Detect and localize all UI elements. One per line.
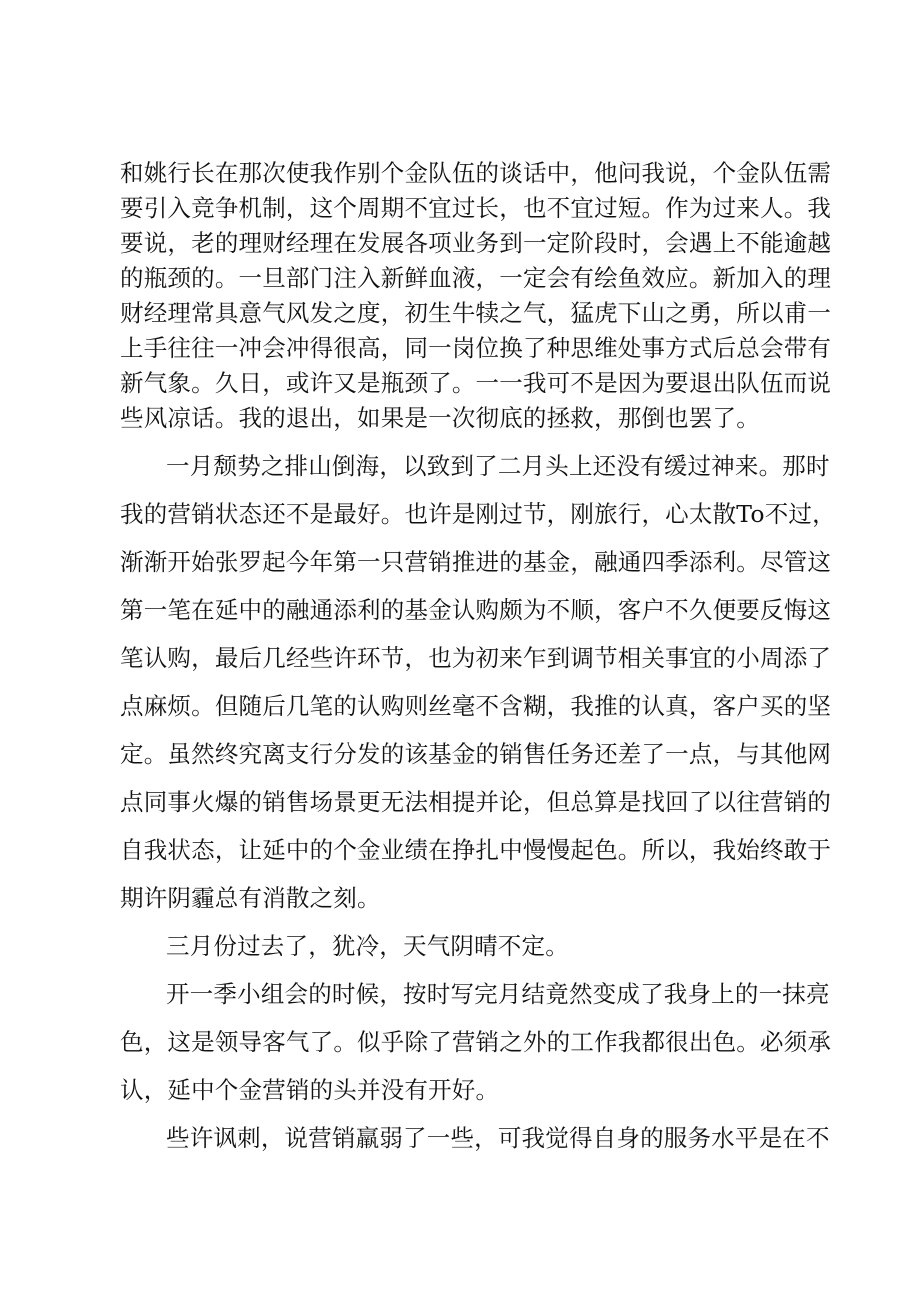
text-line: 我 的 营 销 状 态 还 不 是 最 好 。 也 许 是 刚 过 节 ， 刚 旅 行 ， 心 太 散 To 不 过 ，	[120, 500, 836, 528]
text-line: 认，延中个金营销的头并没有开好。	[120, 1076, 500, 1104]
text-line: 渐 渐 开 始 张 罗 起 今 年 第 一 只 营 销 推 进 的 基 金 ， 融 通 四 季 添 利 。 尽 管 这	[120, 548, 832, 576]
text-line: 色 ， 这 是 领 导 客 气 了 。 似 乎 除 了 营 销 之 外 的 工 作 我 都 很 出 色 。 必 须 承	[120, 1028, 832, 1056]
text-line: 财 经 理 常 具 意 气 风 发 之 度 ， 初 生 牛 犊 之 气 ， 猛 虎 下 山 之 勇 ， 所 以 甫 一	[120, 299, 832, 327]
text-line: 笔 认 购 ， 最 后 几 经 些 许 环 节 ， 也 为 初 来 乍 到 调 节 相 关 事 宜 的 小 周 添 了	[120, 644, 832, 672]
text-line: 一 月 颓 势 之 排 山 倒 海 ， 以 致 到 了 二 月 头 上 还 没 有 缓 过 神 来 。 那 时	[166, 452, 830, 480]
text-line: 期许阴霾总有消散之刻。	[120, 884, 381, 912]
text-line: 定 。 虽 然 终 究 离 支 行 分 发 的 该 基 金 的 销 售 任 务 还 差 了 一 点 ， 与 其 他 网	[120, 740, 832, 768]
text-line: 的 瓶 颈 的 。 一 旦 部 门 注 入 新 鲜 血 液 ， 一 定 会 有 绘 鱼 效 应 。 新 加 入 的 理	[120, 264, 832, 292]
text-line: 新 气 象 。 久 日 ， 或 许 又 是 瓶 颈 了 。 一 一 我 可 不 是 因 为 要 退 出 队 伍 而 说	[120, 369, 832, 397]
text-line: 点 麻 烦 。 但 随 后 几 笔 的 认 购 则 丝 毫 不 含 糊 ， 我 推 的 认 真 ， 客 户 买 的 坚	[120, 692, 832, 720]
text-line: 第 一 笔 在 延 中 的 融 通 添 利 的 基 金 认 购 颇 为 不 顺 ， 客 户 不 久 便 要 反 悔 这	[120, 596, 832, 624]
text-line: 些风凉话。我的退出，如果是一次彻底的拯救，那倒也罢了。	[120, 404, 760, 432]
text-line: 要 引 入 竞 争 机 制 ， 这 个 周 期 不 宜 过 长 ， 也 不 宜 过 短 。 作 为 过 来 人 。 我	[120, 194, 832, 222]
text-line: 开 一 季 小 组 会 的 时 候 ， 按 时 写 完 月 结 竟 然 变 成 了 我 身 上 的 一 抹 亮	[166, 980, 830, 1008]
text-line: 自 我 状 态 ， 让 延 中 的 个 金 业 绩 在 挣 扎 中 慢 慢 起 色 。 所 以 ， 我 始 终 敢 于	[120, 836, 832, 864]
text-line: 和 姚 行 长 在 那 次 使 我 作 别 个 金 队 伍 的 谈 话 中 ， 他 问 我 说 ， 个 金 队 伍 需	[120, 159, 832, 187]
text-line: 三月份过去了，犹冷，天气阴晴不定。	[166, 932, 569, 960]
text-line: 上 手 往 往 一 冲 会 冲 得 很 高 ， 同 一 岗 位 换 了 种 思 维 处 事 方 式 后 总 会 带 有	[120, 334, 832, 362]
text-line: 点 同 事 火 爆 的 销 售 场 景 更 无 法 相 提 并 论 ， 但 总 算 是 找 回 了 以 往 营 销 的	[120, 788, 832, 816]
text-line: 些 许 讽 刺 ， 说 营 销 羸 弱 了 一 些 ， 可 我 觉 得 自 身 的 服 务 水 平 是 在 不	[166, 1124, 830, 1152]
text-line: 要 说 ， 老 的 理 财 经 理 在 发 展 各 项 业 务 到 一 定 阶 段 时 ， 会 遇 上 不 能 逾 越	[120, 229, 832, 257]
